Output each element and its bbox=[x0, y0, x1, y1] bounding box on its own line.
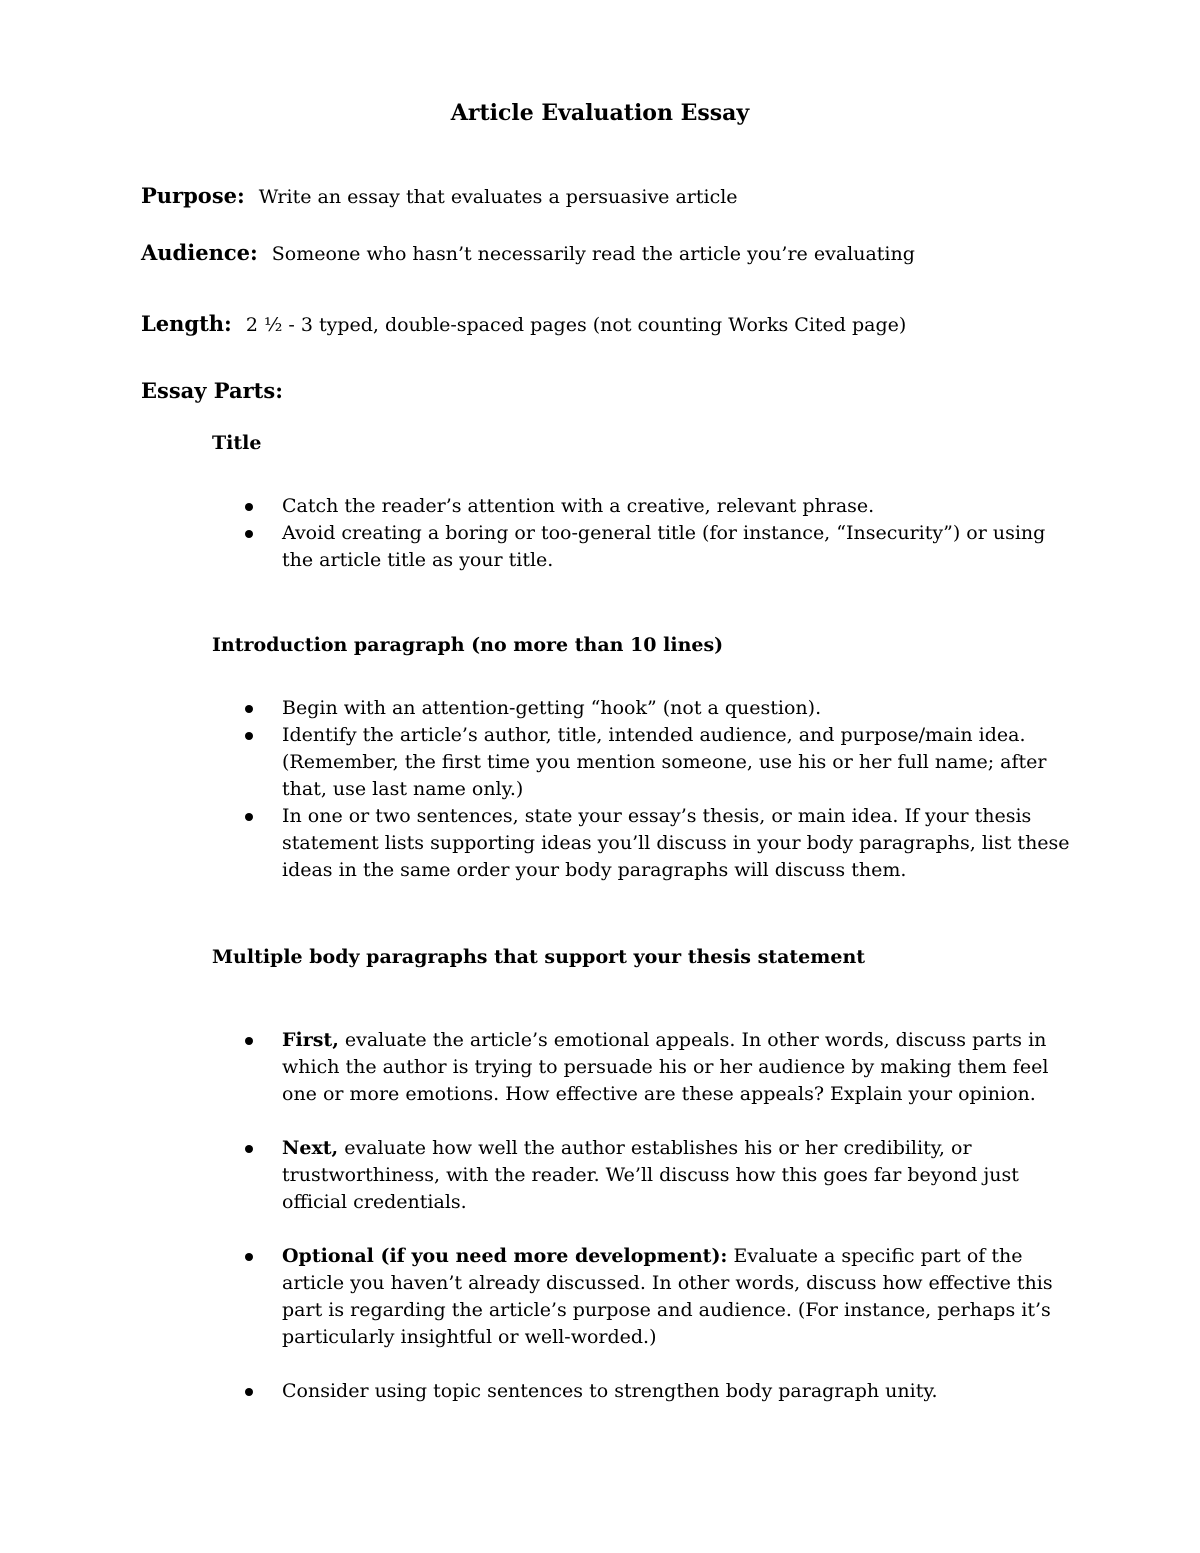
bullet-text: evaluate the article’s emotional appeals. In other words, discuss parts in which the author is trying to persuade his or her audience by making them feel one or more emotions. How effective are these appeals? Explain your opinion. bbox=[282, 1029, 1049, 1105]
bullet-icon bbox=[245, 1388, 253, 1396]
list-item bbox=[243, 695, 1073, 722]
bullet-text: Identify the article’s author, title, intended audience, and purpose/main idea. (Remember, the first time you mention someone, use his or her full name; after that, use last name only.) bbox=[282, 724, 1047, 800]
list-item bbox=[243, 722, 1073, 803]
audience-value: Someone who hasn’t necessarily read the article you’re evaluating bbox=[271, 243, 915, 265]
bullet-icon bbox=[245, 705, 253, 713]
bullet-text: Avoid creating a boring or too-general title (for instance, “Insecurity”) or using the article title as your title. bbox=[282, 522, 1046, 571]
title-bullet-list bbox=[243, 493, 1073, 574]
purpose-field bbox=[141, 183, 738, 208]
list-item bbox=[243, 493, 1073, 520]
list-item bbox=[243, 1378, 1073, 1405]
bullet-text: Evaluate a specific part of the article you haven’t already discussed. In other words, discuss how effective this part is regarding the article’s purpose and audience. (For instance, perhaps it’s particularly insightful or well-worded.) bbox=[282, 1245, 1053, 1348]
list-item bbox=[243, 520, 1073, 574]
body-section-heading: Multiple body paragraphs that support your thesis statement bbox=[212, 946, 866, 968]
purpose-value: Write an essay that evaluates a persuasive article bbox=[258, 186, 738, 208]
bullet-icon bbox=[245, 732, 253, 740]
audience-label: Audience: bbox=[141, 240, 258, 265]
purpose-label: Purpose: bbox=[141, 183, 245, 208]
bullet-icon bbox=[245, 1253, 253, 1261]
bullet-icon bbox=[245, 1145, 253, 1153]
bullet-text: Catch the reader’s attention with a creative, relevant phrase. bbox=[282, 495, 875, 517]
introduction-bullet-list bbox=[243, 695, 1073, 884]
length-value: 2 ½ - 3 typed, double-spaced pages (not counting Works Cited page) bbox=[245, 314, 907, 336]
title-section-heading: Title bbox=[212, 432, 262, 454]
bullet-icon bbox=[245, 1037, 253, 1045]
body-bullet-list bbox=[243, 1027, 1073, 1405]
bullet-text: evaluate how well the author establishes his or her credibility, or trustworthiness, with the reader. We’ll discuss how this goes far beyond just official credentials. bbox=[282, 1137, 1019, 1213]
bullet-icon bbox=[245, 503, 253, 511]
bullet-text: Consider using topic sentences to strengthen body paragraph unity. bbox=[282, 1380, 938, 1402]
bullet-lead: Next, bbox=[282, 1137, 339, 1159]
bullet-text: Begin with an attention-getting “hook” (not a question). bbox=[282, 697, 822, 719]
length-label: Length: bbox=[141, 311, 232, 336]
audience-field bbox=[141, 240, 915, 265]
introduction-section-heading: Introduction paragraph (no more than 10 lines) bbox=[212, 634, 724, 656]
essay-parts-heading: Essay Parts: bbox=[141, 378, 283, 403]
bullet-icon bbox=[245, 813, 253, 821]
document-title: Article Evaluation Essay bbox=[450, 100, 750, 126]
list-item bbox=[243, 803, 1073, 884]
bullet-text: In one or two sentences, state your essay’s thesis, or main idea. If your thesis statement lists supporting ideas you’ll discuss in your body paragraphs, list these ideas in the same order your body paragraphs will discuss them. bbox=[282, 805, 1070, 881]
list-item bbox=[243, 1243, 1073, 1351]
list-item bbox=[243, 1135, 1073, 1216]
bullet-lead: First, bbox=[282, 1029, 339, 1051]
bullet-icon bbox=[245, 530, 253, 538]
length-field bbox=[141, 311, 906, 336]
list-item bbox=[243, 1027, 1073, 1108]
bullet-lead: Optional (if you need more development): bbox=[282, 1245, 728, 1267]
